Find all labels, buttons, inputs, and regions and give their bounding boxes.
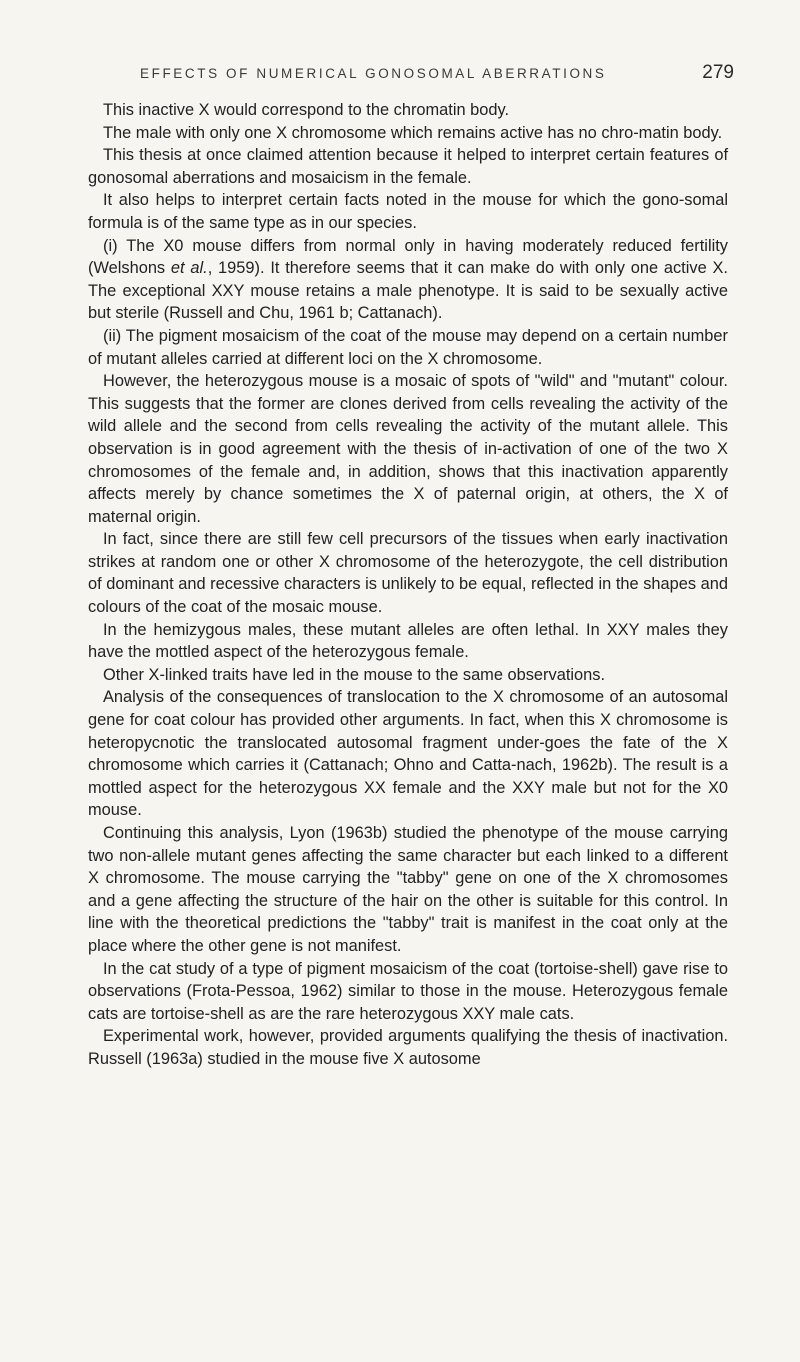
paragraph: Analysis of the consequences of translocation to the X chromosome of an autosomal gene for coat colour has provided other arguments. In fact, when this X chromosome is heteropycnotic the translocated autosomal fragment under-goes the fate of the X chromosome which carries it (Cattanach; Ohno and Catta-nach, 1962b). The result is a mottled aspect for the heterozygous XX female and the XXY male but not for the X0 mouse. bbox=[88, 688, 728, 820]
paragraph: (ii) The pigment mosaicism of the coat of the mouse may depend on a certain number of mutant alleles carried at different loci on the X chromosome. bbox=[88, 326, 728, 368]
body-text bbox=[88, 99, 728, 1071]
paragraph: In the hemizygous males, these mutant alleles are often lethal. In XXY males they have the mottled aspect of the heterozygous female. bbox=[88, 620, 728, 662]
running-title: EFFECTS OF NUMERICAL GONOSOMAL ABERRATIONS bbox=[140, 66, 607, 81]
paragraph: Experimental work, however, provided arguments qualifying the thesis of inactivation. Russell (1963a) studied in the mouse five X autosome bbox=[88, 1027, 728, 1068]
paragraph: This thesis at once claimed attention because it helped to interpret certain features of gonosomal aberrations and mosaicism in the female. bbox=[88, 146, 728, 187]
paragraph-text: , 1959). It therefore seems that it can make do with only one active X. The exceptional XXY mouse retains a male phenotype. It is said to be sexually active but sterile (Russell and Chu, 1961 b; Cattanach). bbox=[88, 259, 728, 323]
paragraph: This inactive X would correspond to the chromatin body. bbox=[103, 101, 510, 119]
paragraph-text: (i) The X0 mouse differs from normal only in having moderately reduced fertility (Welshons bbox=[88, 236, 728, 278]
paragraph: The male with only one X chromosome which remains active has no chro-matin body. bbox=[103, 123, 723, 142]
paragraph: Continuing this analysis, Lyon (1963b) studied the phenotype of the mouse carrying two non-allele mutant genes affecting the same character but each linked to a different X chromosome. The mouse carrying the "tabby" gene on one of the X chromosomes and a gene affecting the structure of the hair on the other is suitable for this control. In line with the theoretical predictions the "tabby" trait is manifest in the coat only at the place where the other gene is not manifest. bbox=[88, 824, 728, 955]
citation-italic: et al. bbox=[170, 259, 208, 278]
paragraph: In the cat study of a type of pigment mosaicism of the coat (tortoise-shell) gave rise to observations (Frota-Pessoa, 1962) similar to those in the mouse. Heterozygous female cats are tortoise-shell as are the rare heterozygous XXY male cats. bbox=[88, 959, 728, 1023]
paragraph bbox=[88, 235, 728, 325]
paragraph: In fact, since there are still few cell precursors of the tissues when early inactivation strikes at random one or other X chromosome of the heterozygote, the cell distribution of dominant and recessive characters is unlikely to be equal, reflected in the shapes and colours of the coat of the mosaic mouse. bbox=[88, 530, 728, 617]
paragraph: However, the heterozygous mouse is a mosaic of spots of "wild" and "mutant" colour. This suggests that the former are clones derived from cells revealing the activity of the wild allele and the second from cells revealing the activity of the mutant allele. This observation is in good agreement with the thesis of in-activation of one of the two X chromosomes of the female and, in addition, shows that this inactivation apparently affects merely by chance sometimes the X of paternal origin, at others, the X of maternal origin. bbox=[88, 372, 728, 526]
paragraph: Other X-linked traits have led in the mouse to the same observations. bbox=[103, 665, 605, 684]
running-header bbox=[88, 62, 734, 88]
paragraph: It also helps to interpret certain facts noted in the mouse for which the gono-somal formula is of the same type as in our species. bbox=[88, 191, 728, 232]
page-number: 279 bbox=[702, 62, 734, 83]
